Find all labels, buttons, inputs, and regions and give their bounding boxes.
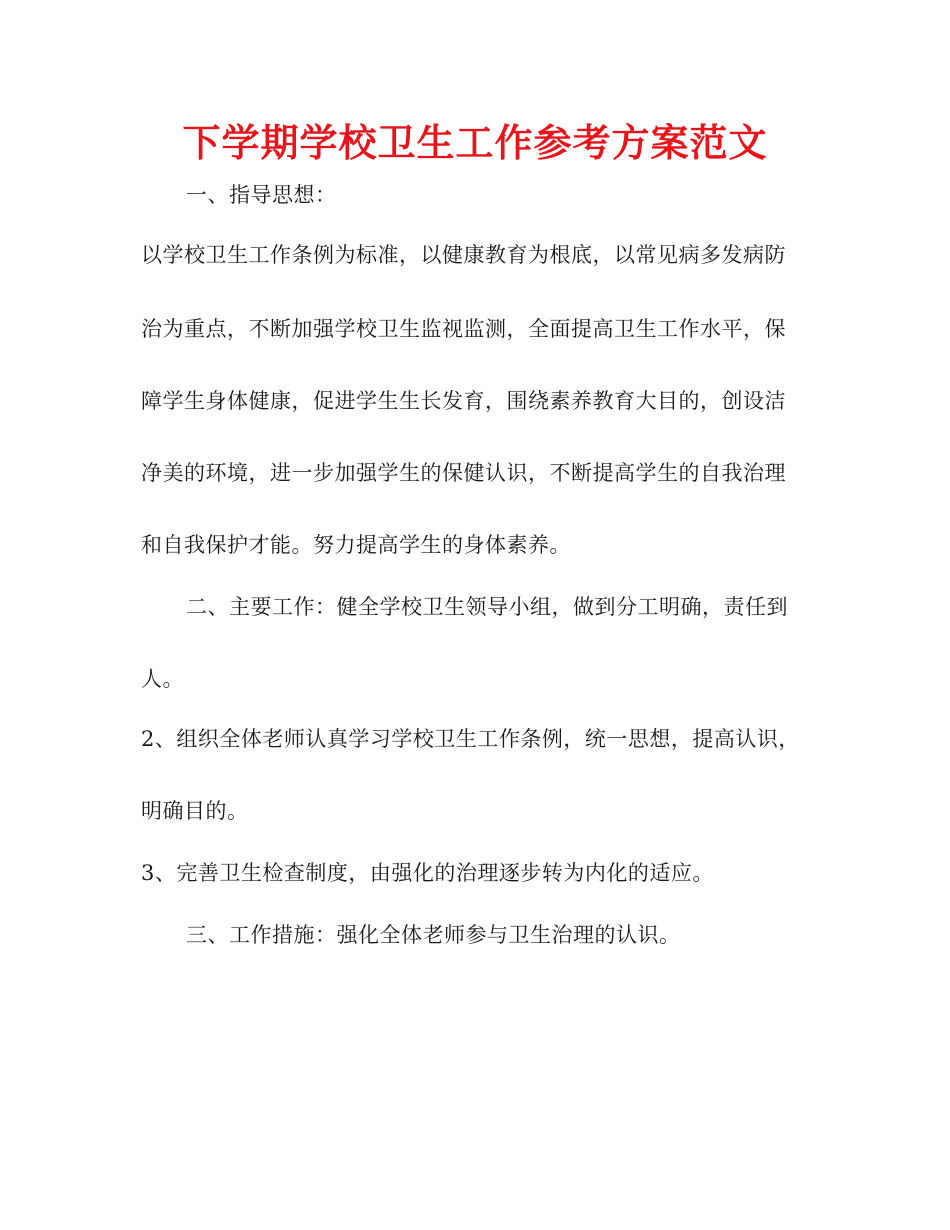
- paragraph-line: 治为重点，不断加强学校卫生监视监测，全面提高卫生工作水平，保: [141, 317, 786, 341]
- section-heading-main-work: 二、主要工作：健全学校卫生领导小组，做到分工明确，责任到: [186, 595, 788, 619]
- section-heading-work-measures: 三、工作措施：强化全体老师参与卫生治理的认识。: [186, 923, 681, 947]
- paragraph-line: 以学校卫生工作条例为标准，以健康教育为根底，以常见病多发病防: [141, 243, 786, 267]
- paragraph-line: 人。: [141, 667, 184, 691]
- paragraph-line: 和自我保护才能。努力提高学生的身体素养。: [141, 533, 571, 557]
- paragraph-line: 净美的环境，进一步加强学生的保健认识，不断提高学生的自我治理: [141, 461, 786, 485]
- list-item-3: 3、完善卫生检查制度，由强化的治理逐步转为内化的适应。: [141, 861, 714, 885]
- list-item-2: 2、组织全体老师认真学习学校卫生工作条例，统一思想，提高认识，: [141, 727, 800, 751]
- document-title: 下学期学校卫生工作参考方案范文: [182, 121, 768, 165]
- paragraph-line: 明确目的。: [141, 799, 249, 823]
- paragraph-line: 障学生身体健康，促进学生生长发育，围绕素养教育大目的，创设洁: [141, 389, 786, 413]
- section-heading-guiding-ideology: 一、指导思想：: [186, 183, 337, 207]
